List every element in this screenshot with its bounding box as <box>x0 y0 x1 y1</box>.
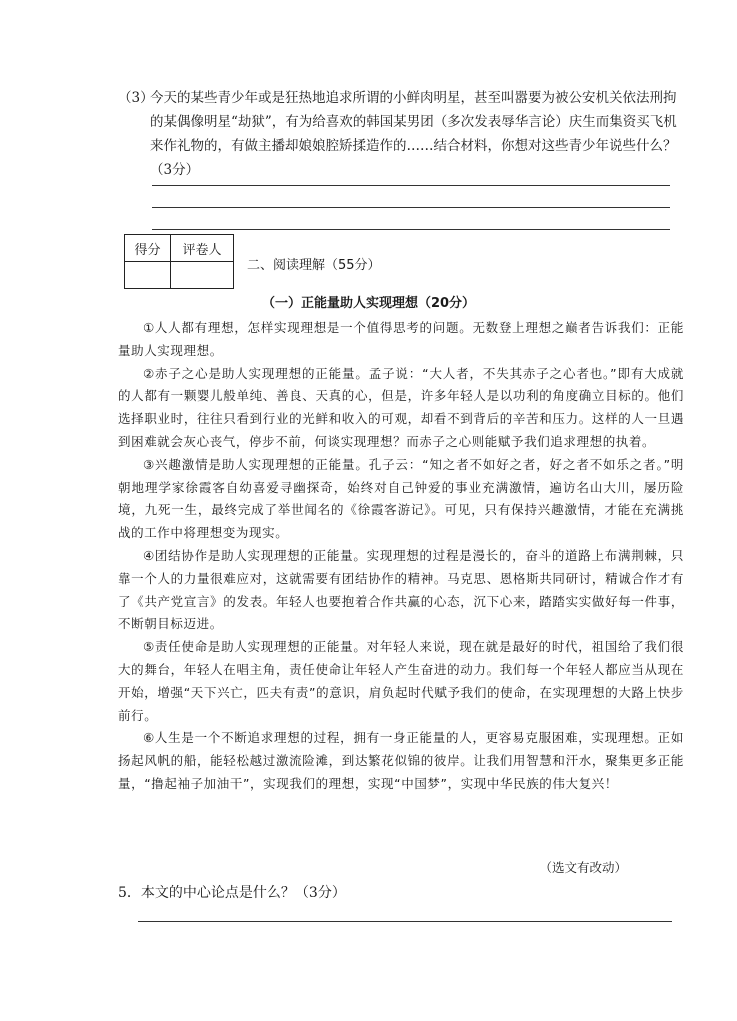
article-paragraph-1: ①人人都有理想，怎样实现理想是一个值得思考的问题。无数登上理想之巅者告诉我们：正能量助人实现理想。 <box>118 320 684 358</box>
answer-line-q3-3[interactable] <box>152 229 670 230</box>
score-table <box>124 234 234 289</box>
article-title: （一）正能量助人实现理想（20分） <box>261 296 476 311</box>
article-paragraph-2: ②赤子之心是助人实现理想的正能量。孟子说：“大人者，不失其赤子之心者也。”即有大成就的人都有一颗婴儿般单纯、善良、天真的心，但是，许多年轻人是以功利的角度确立目标的。他们选择职业时，往往只看到行业的光鲜和收入的可观，却看不到背后的辛苦和压力。这样的人一旦遇到困难就会灰心丧气，停步不前，何谈实现理想？而赤子之心则能赋予我们追求理想的执着。 <box>118 365 684 449</box>
question-3 <box>118 86 684 182</box>
score-header: 得分 <box>125 235 171 262</box>
answer-line-q3-2[interactable] <box>152 207 670 208</box>
section-2-title: 二、阅读理解（55分） <box>247 258 381 273</box>
score-cell[interactable] <box>125 262 171 289</box>
article-body <box>118 317 684 796</box>
question-3-number: （3） <box>118 90 154 106</box>
grader-header: 评卷人 <box>171 235 234 262</box>
source-note: （选文有改动） <box>539 860 627 875</box>
article-paragraph-5: ⑤责任使命是助人实现理想的正能量。对年轻人来说，现在就是最好的时代，祖国给了我们很大的舞台，年轻人在唱主角，责任使命让年轻人产生奋进的动力。我们每一个年轻人都应当从现在开始，增强“天下兴亡，匹夫有责”的意识，肩负起时代赋予我们的使命，在实现理想的大路上快步前行。 <box>118 639 684 723</box>
question-3-text: 今天的某些青少年或是狂热地追求所谓的小鲜肉明星，甚至叫嚣要为被公安机关依法刑拘的某偶像明星“劫狱”，有为给喜欢的韩国某男团（多次发表辱华言论）庆生而集资买飞机来作礼物的，有做主播却娘娘腔矫揉造作的……结合材料，你想对这些青少年说些什么？（3分） <box>150 90 677 178</box>
answer-line-q5[interactable] <box>138 921 672 922</box>
grader-cell[interactable] <box>171 262 234 289</box>
question-5: 5．本文的中心论点是什么？（3分） <box>118 885 346 901</box>
article-paragraph-3: ③兴趣激情是助人实现理想的正能量。孔子云：“知之者不如好之者，好之者不如乐之者。”明朝地理学家徐霞客自幼喜爱寻幽探奇，始终对自己钟爱的事业充满激情，遍访名山大川，屡历险境，九死一生，最终完成了举世闻名的《徐霞客游记》。可见，只有保持兴趣激情，才能在充满挑战的工作中将理想变为现实。 <box>118 456 684 541</box>
article-paragraph-4: ④团结协作是助人实现理想的正能量。实现理想的过程是漫长的，奋斗的道路上布满荆棘，只靠一个人的力量很难应对，这就需要有团结协作的精神。马克思、恩格斯共同研讨，精诚合作才有了《共产党宣言》的发表。年轻人也要抱着合作共赢的心态，沉下心来，踏踏实实做好每一件事，不断朝目标迈进。 <box>118 547 684 632</box>
article-paragraph-6: ⑥人生是一个不断追求理想的过程，拥有一身正能量的人，更容易克服困难，实现理想。正如扬起风帆的船，能轻松越过激流险滩，到达繁花似锦的彼岸。让我们用智慧和汗水，聚集更多正能量，“撸起袖子加油干”，实现我们的理想，实现“中国梦”，实现中华民族的伟大复兴！ <box>118 730 684 791</box>
answer-line-q3-1[interactable] <box>152 185 670 186</box>
